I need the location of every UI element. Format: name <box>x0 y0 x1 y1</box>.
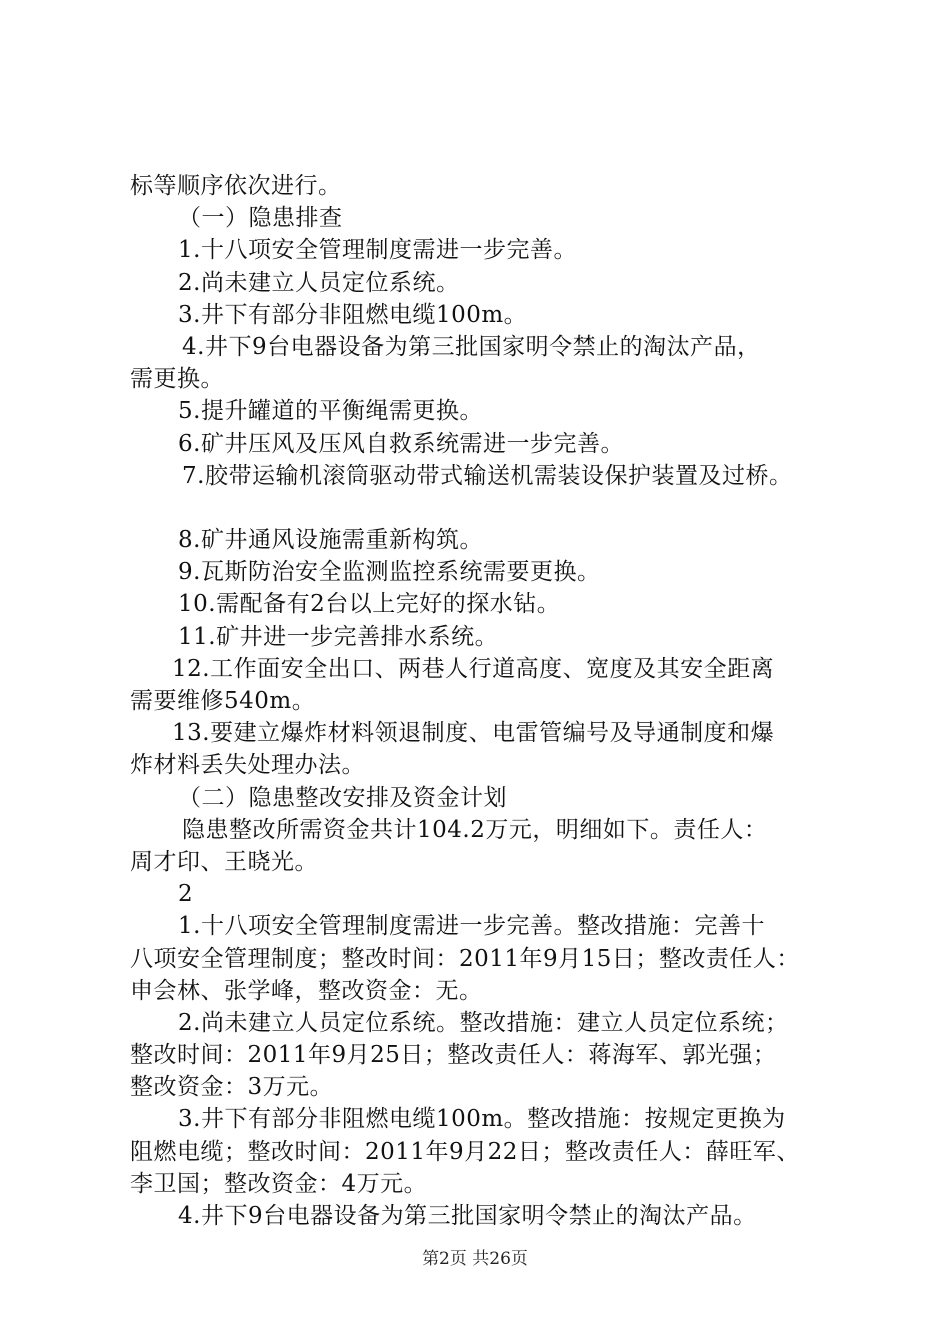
list-item: 7.胶带运输机滚筒驱动带式输送机需装设保护装置及过桥。 <box>182 462 793 489</box>
list-item: 3.井下有部分非阻燃电缆100m。整改措施：按规定更换为 <box>178 1106 786 1133</box>
text-line: 需要维修540m。 <box>130 688 316 714</box>
blank-line <box>130 492 845 524</box>
list-item: 2.尚未建立人员定位系统。整改措施：建立人员定位系统； <box>178 1009 789 1036</box>
list-item: 1.十八项安全管理制度需进一步完善。 <box>178 237 577 264</box>
text-line: 申会林、张学峰，整改资金：无。 <box>130 977 483 1004</box>
text-line: 炸材料丢失处理办法。 <box>130 752 365 779</box>
document-body <box>130 170 845 1232</box>
text-line: 阻燃电缆；整改时间：2011年9月22日；整改责任人：薛旺军、 <box>130 1138 800 1165</box>
paragraph-line: 隐患整改所需资金共计104.2万元，明细如下。责任人： <box>182 816 768 843</box>
list-item: 1.十八项安全管理制度需进一步完善。整改措施：完善十 <box>178 913 765 940</box>
text-line: 整改时间：2011年9月25日；整改责任人：蒋海军、郭光强； <box>130 1042 777 1069</box>
list-item: 3.井下有部分非阻燃电缆100m。 <box>178 301 528 328</box>
list-item: 5.提升罐道的平衡绳需更换。 <box>178 398 483 425</box>
text-line: 八项安全管理制度；整改时间：2011年9月15日；整改责任人： <box>130 945 800 972</box>
text-line: 周才印、王晓光。 <box>130 848 318 875</box>
text-line: 整改资金：3万元。 <box>130 1074 334 1101</box>
list-item: 4.井下9台电器设备为第三批国家明令禁止的淘汰产品。 <box>178 1203 757 1229</box>
list-item: 4.井下9台电器设备为第三批国家明令禁止的淘汰产品， <box>182 333 761 360</box>
list-item: 13.要建立爆炸材料领退制度、电雷管编号及导通制度和爆 <box>172 720 775 747</box>
list-item: 9.瓦斯防治安全监测监控系统需要更换。 <box>178 559 601 586</box>
text-line: 标等顺序依次进行。 <box>130 173 342 199</box>
list-item: 8.矿井通风设施需重新构筑。 <box>178 527 483 554</box>
text-line: 需更换。 <box>130 366 224 393</box>
list-item: 12.工作面安全出口、两巷人行道高度、宽度及其安全距离 <box>172 655 775 682</box>
list-item: 11.矿井进一步完善排水系统。 <box>178 623 499 650</box>
section-heading: （一）隐患排查 <box>178 205 343 232</box>
list-item: 6.矿井压风及压风自救系统需进一步完善。 <box>178 430 624 457</box>
page-number-inline: 2 <box>178 881 194 908</box>
text-line: 李卫国；整改资金：4万元。 <box>130 1170 428 1197</box>
section-heading: （二）隐患整改安排及资金计划 <box>178 784 507 811</box>
page-footer: 第2页 共26页 <box>422 1249 528 1269</box>
list-item: 10.需配备有2台以上完好的探水钻。 <box>178 591 561 618</box>
list-item: 2.尚未建立人员定位系统。 <box>178 269 460 296</box>
